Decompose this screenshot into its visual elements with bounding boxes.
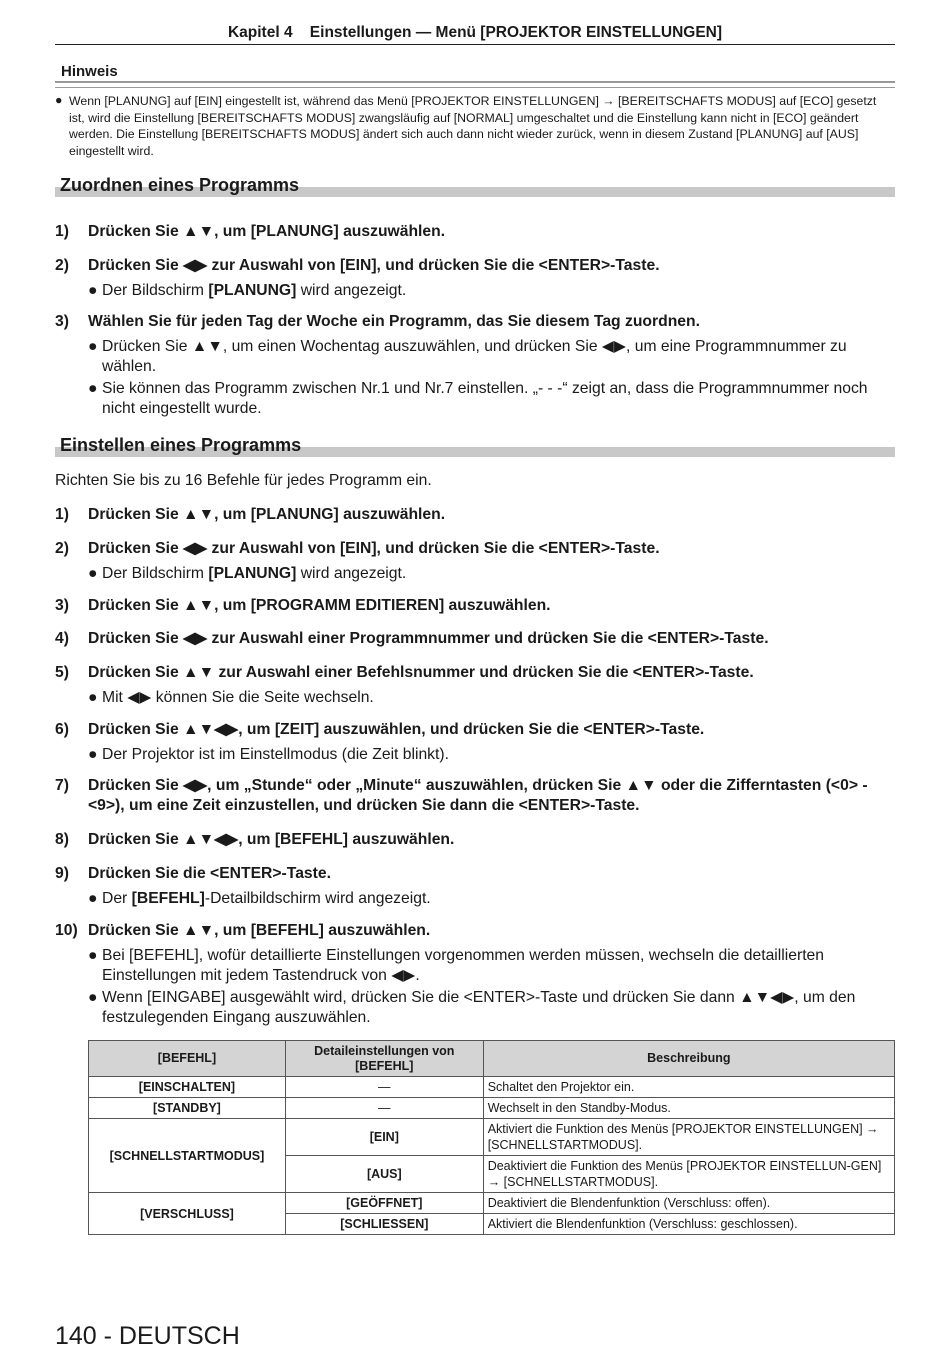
bullet-text: Der (102, 890, 132, 907)
table-row (89, 1119, 895, 1156)
step-text: Drücken Sie ◀▶, um „Stunde“ oder „Minute“ auszuwählen, drücken Sie ▲▼ oder die Zifferntasten (<0> - <9>), um eine Zeit einzustellen, und drücken Sie dann die <ENTER>-Taste. (88, 777, 868, 814)
bullet-keyword: [PLANUNG] (208, 282, 297, 299)
step-number: 3) (55, 313, 69, 330)
table-row (89, 1098, 895, 1119)
step-number: 10) (55, 922, 78, 939)
step-text: Drücken Sie ▲▼◀▶, um [ZEIT] auszuwählen, und drücken Sie die <ENTER>-Taste. (88, 721, 705, 738)
table-cell: [AUS] (285, 1156, 483, 1193)
column-header: Detaileinstellungen von [BEFEHL] (285, 1041, 483, 1077)
step-text: Drücken Sie ▲▼ zur Auswahl einer Befehlsnummer und drücken Sie die <ENTER>-Taste. (88, 664, 754, 681)
table-row (89, 1193, 895, 1214)
bullet-text: Mit ◀▶ können Sie die Seite wechseln. (102, 689, 374, 706)
step-number: 5) (55, 664, 69, 681)
bullet-text: -Detailbildschirm wird angezeigt. (204, 890, 431, 907)
note-heading: Hinweis (61, 63, 118, 80)
command-table (88, 1040, 895, 1235)
step-text: Drücken Sie ◀▶ zur Auswahl von [EIN], und drücken Sie die <ENTER>-Taste. (88, 257, 660, 274)
bullet-text: Der Bildschirm (102, 282, 209, 299)
step-number: 2) (55, 257, 69, 274)
step-number: 4) (55, 630, 69, 647)
table-cell: — (285, 1077, 483, 1098)
step-number: 1) (55, 223, 69, 240)
table-cell: [SCHNELLSTARTMODUS] (89, 1119, 286, 1193)
table-cell: [EINSCHALTEN] (89, 1077, 286, 1098)
table-cell: Deaktiviert die Blendenfunktion (Verschluss: offen). (483, 1193, 894, 1214)
table-cell: Wechselt in den Standby-Modus. (483, 1098, 894, 1119)
step-text: Drücken Sie ▲▼, um [PLANUNG] auszuwählen. (88, 506, 446, 523)
bullet-text: Der Projektor ist im Einstellmodus (die Zeit blinkt). (102, 746, 449, 763)
table-cell: Schaltet den Projektor ein. (483, 1077, 894, 1098)
step-text: Drücken Sie ◀▶ zur Auswahl von [EIN], und drücken Sie die <ENTER>-Taste. (88, 540, 660, 557)
table-cell: Deaktiviert die Funktion des Menüs [PROJEKTOR EINSTELLUN-GEN] → [SCHNELLSTARTMODUS]. (483, 1156, 894, 1193)
bullet-keyword: [BEFEHL] (131, 890, 205, 907)
page-number: 140 - DEUTSCH (55, 1322, 240, 1350)
bullet-dot: ● (88, 890, 98, 907)
note-rule (55, 81, 895, 88)
bullet-dot: ● (88, 689, 98, 706)
chapter-header: Kapitel 4 Einstellungen — Menü [PROJEKTOR EINSTELLUNGEN] (227, 24, 723, 41)
bullet-text: Der Bildschirm (102, 565, 209, 582)
step-number: 9) (55, 865, 69, 882)
table-cell: [EIN] (285, 1119, 483, 1156)
step-text: Drücken Sie ▲▼, um [BEFEHL] auszuwählen. (88, 922, 431, 939)
section-intro: Richten Sie bis zu 16 Befehle für jedes Programm ein. (55, 472, 432, 489)
table-cell: [VERSCHLUSS] (89, 1193, 286, 1235)
step-number: 8) (55, 831, 69, 848)
step-number: 1) (55, 506, 69, 523)
bullet-dot: ● (88, 565, 98, 582)
bullet-text: Drücken Sie ▲▼, um einen Wochentag auszuwählen, und drücken Sie ◀▶, um eine Programmnummer zu wählen. (102, 338, 847, 375)
step-text: Drücken Sie ▲▼, um [PLANUNG] auszuwählen. (88, 223, 446, 240)
bullet-text: Bei [BEFEHL], wofür detaillierte Einstellungen vorgenommen werden müssen, wechseln die detaillierten Einstellungen mit jedem Tastendruck von ◀▶. (102, 947, 825, 984)
table-cell: [SCHLIESSEN] (285, 1214, 483, 1235)
column-header: [BEFEHL] (89, 1041, 286, 1077)
step-text: Drücken Sie die <ENTER>-Taste. (88, 865, 331, 882)
step-text: Drücken Sie ▲▼◀▶, um [BEFEHL] auszuwählen. (88, 831, 455, 848)
bullet-dot: ● (88, 746, 98, 763)
column-header: Beschreibung (483, 1041, 894, 1077)
step-text: Wählen Sie für jeden Tag der Woche ein Programm, das Sie diesem Tag zuordnen. (88, 313, 700, 330)
bullet-text: Wenn [EINGABE] ausgewählt wird, drücken Sie die <ENTER>-Taste und drücken Sie dann ▲▼◀▶, um den festzulegenden Eingang auszuwählen. (102, 989, 856, 1026)
table-cell: Aktiviert die Funktion des Menüs [PROJEKTOR EINSTELLUNGEN] → [SCHNELLSTARTMODUS]. (483, 1119, 894, 1156)
table-cell: Aktiviert die Blendenfunktion (Verschluss: geschlossen). (483, 1214, 894, 1235)
table-cell: [STANDBY] (89, 1098, 286, 1119)
table-cell: — (285, 1098, 483, 1119)
bullet-text: wird angezeigt. (296, 282, 407, 299)
step-text: Drücken Sie ◀▶ zur Auswahl einer Programmnummer und drücken Sie die <ENTER>-Taste. (88, 630, 769, 647)
bullet-dot: ● (88, 338, 98, 355)
header-rule (55, 44, 895, 45)
bullet-text: Sie können das Programm zwischen Nr.1 und Nr.7 einstellen. „- - -“ zeigt an, dass die Programmnummer noch nicht eingestellt wurde. (102, 380, 868, 417)
bullet-dot: ● (88, 989, 98, 1006)
step-number: 7) (55, 777, 69, 794)
step-number: 2) (55, 540, 69, 557)
table-row (89, 1077, 895, 1098)
bullet-keyword: [PLANUNG] (208, 565, 297, 582)
step-number: 3) (55, 597, 69, 614)
bullet-dot: ● (88, 282, 98, 299)
step-text: Drücken Sie ▲▼, um [PROGRAMM EDITIEREN] auszuwählen. (88, 597, 551, 614)
table-cell: [GEÖFFNET] (285, 1193, 483, 1214)
step-number: 6) (55, 721, 69, 738)
section-title-setup: Einstellen eines Programms (60, 435, 302, 455)
note-text: Wenn [PLANUNG] auf [EIN] eingestellt ist, während das Menü [PROJEKTOR EINSTELLUNGEN] → [BEREITSCHAFTS MODUS] auf [ECO] gesetzt ist, wird die Einstellung [BEREITSCHAFTS MODUS] zwangsläufig auf [NORMAL] umgeschaltet und die Einstellung kann nicht in [ECO] geändert werden. Die Einstellung [BEREITSCHAFTS MODUS] ändert sich auch dann nicht wieder zurück, wenn in diesem Zustand [PLANUNG] auf [AUS] eingestellt wird. (69, 94, 877, 158)
section-title-assign: Zuordnen eines Programms (60, 175, 300, 195)
bullet-dot: ● (88, 947, 98, 964)
note-bullet: ● (55, 93, 63, 107)
table-header-row (89, 1041, 895, 1077)
bullet-text: wird angezeigt. (296, 565, 407, 582)
bullet-dot: ● (88, 380, 98, 397)
